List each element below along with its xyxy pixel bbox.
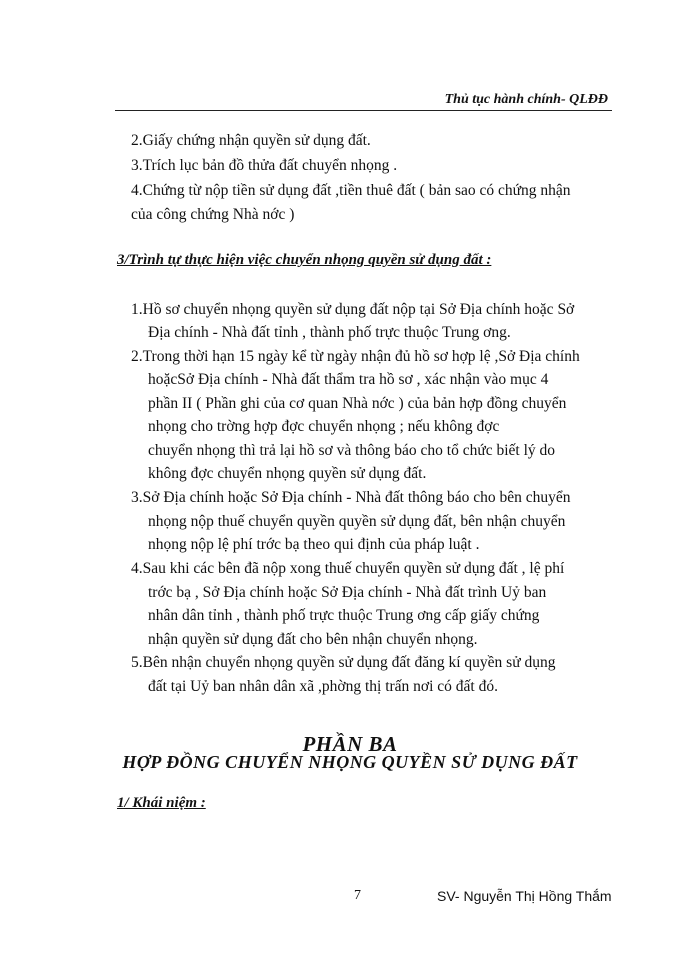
footer-author: SV- Nguyễn Thị Hồng Thắm: [437, 888, 612, 904]
header-rule: [115, 110, 612, 111]
procedure-line: trớc bạ , Sở Địa chính hoặc Sở Địa chính - Nhà đất trình Uỷ ban: [148, 584, 547, 601]
procedure-line: đất tại Uỷ ban nhân dân xã ,phờng thị trấn nơi có đất đó.: [148, 678, 498, 695]
procedure-line: nhọng nộp thuế chuyển quyền quyền sử dụng đất, bên nhận chuyển: [148, 513, 566, 530]
procedure-line: Địa chính - Nhà đất tỉnh , thành phố trực thuộc Trung ơng.: [148, 324, 511, 341]
part-heading: PHẦN BA: [302, 732, 398, 756]
procedure-line: 3.Sở Địa chính hoặc Sở Địa chính - Nhà đất thông báo cho bên chuyển: [131, 489, 571, 506]
procedure-line: 5.Bên nhận chuyển nhọng quyền sử dụng đất đăng kí quyền sử dụng: [131, 654, 556, 671]
section-title: 3/Trình tự thực hiện việc chuyển nhọng quyền sử dụng đất :: [117, 252, 492, 268]
procedure-line: 2.Trong thời hạn 15 ngày kể từ ngày nhận đủ hồ sơ hợp lệ ,Sở Địa chính: [131, 348, 580, 365]
list-item: của công chứng Nhà nớc ): [131, 206, 295, 223]
list-item: 4.Chứng từ nộp tiền sử dụng đất ,tiền thuê đất ( bản sao có chứng nhận: [131, 182, 571, 199]
procedure-line: không đợc chuyển nhọng quyền sử dụng đất.: [148, 465, 427, 482]
procedure-line: hoặcSở Địa chính - Nhà đất thẩm tra hồ sơ , xác nhận vào mục 4: [148, 371, 549, 388]
procedure-line: 4.Sau khi các bên đã nộp xong thuế chuyển quyền sử dụng đất , lệ phí: [131, 560, 565, 577]
list-item: 2.Giấy chứng nhận quyền sử dụng đất.: [131, 132, 371, 149]
subsection-title: 1/ Khái niệm :: [117, 795, 206, 811]
part-subheading: HỢP ĐỒNG CHUYỂN NHỌNG QUYỀN SỬ DỤNG ĐẤT: [122, 752, 578, 772]
procedure-line: nhọng nộp lệ phí trớc bạ theo qui định của pháp luật .: [148, 536, 480, 553]
procedure-line: chuyển nhọng thì trả lại hồ sơ và thông báo cho tổ chức biết lý do: [148, 442, 556, 459]
procedure-line: nhọng cho trờng hợp đợc chuyển nhọng ; nếu không đợc: [148, 418, 500, 435]
page-number: 7: [354, 888, 361, 903]
procedure-line: 1.Hồ sơ chuyển nhọng quyền sử dụng đất nộp tại Sở Địa chính hoặc Sở: [131, 301, 575, 318]
list-item: 3.Trích lục bản đồ thửa đất chuyển nhọng .: [131, 157, 398, 174]
procedure-line: nhận quyền sử dụng đất cho bên nhận chuyển nhọng.: [148, 631, 478, 648]
procedure-line: nhân dân tỉnh , thành phố trực thuộc Trung ơng cấp giấy chứng: [148, 607, 540, 624]
running-header: Thủ tục hành chính- QLĐĐ: [444, 92, 608, 107]
procedure-line: phần II ( Phần ghi của cơ quan Nhà nớc ) của bản hợp đồng chuyển: [148, 395, 567, 412]
